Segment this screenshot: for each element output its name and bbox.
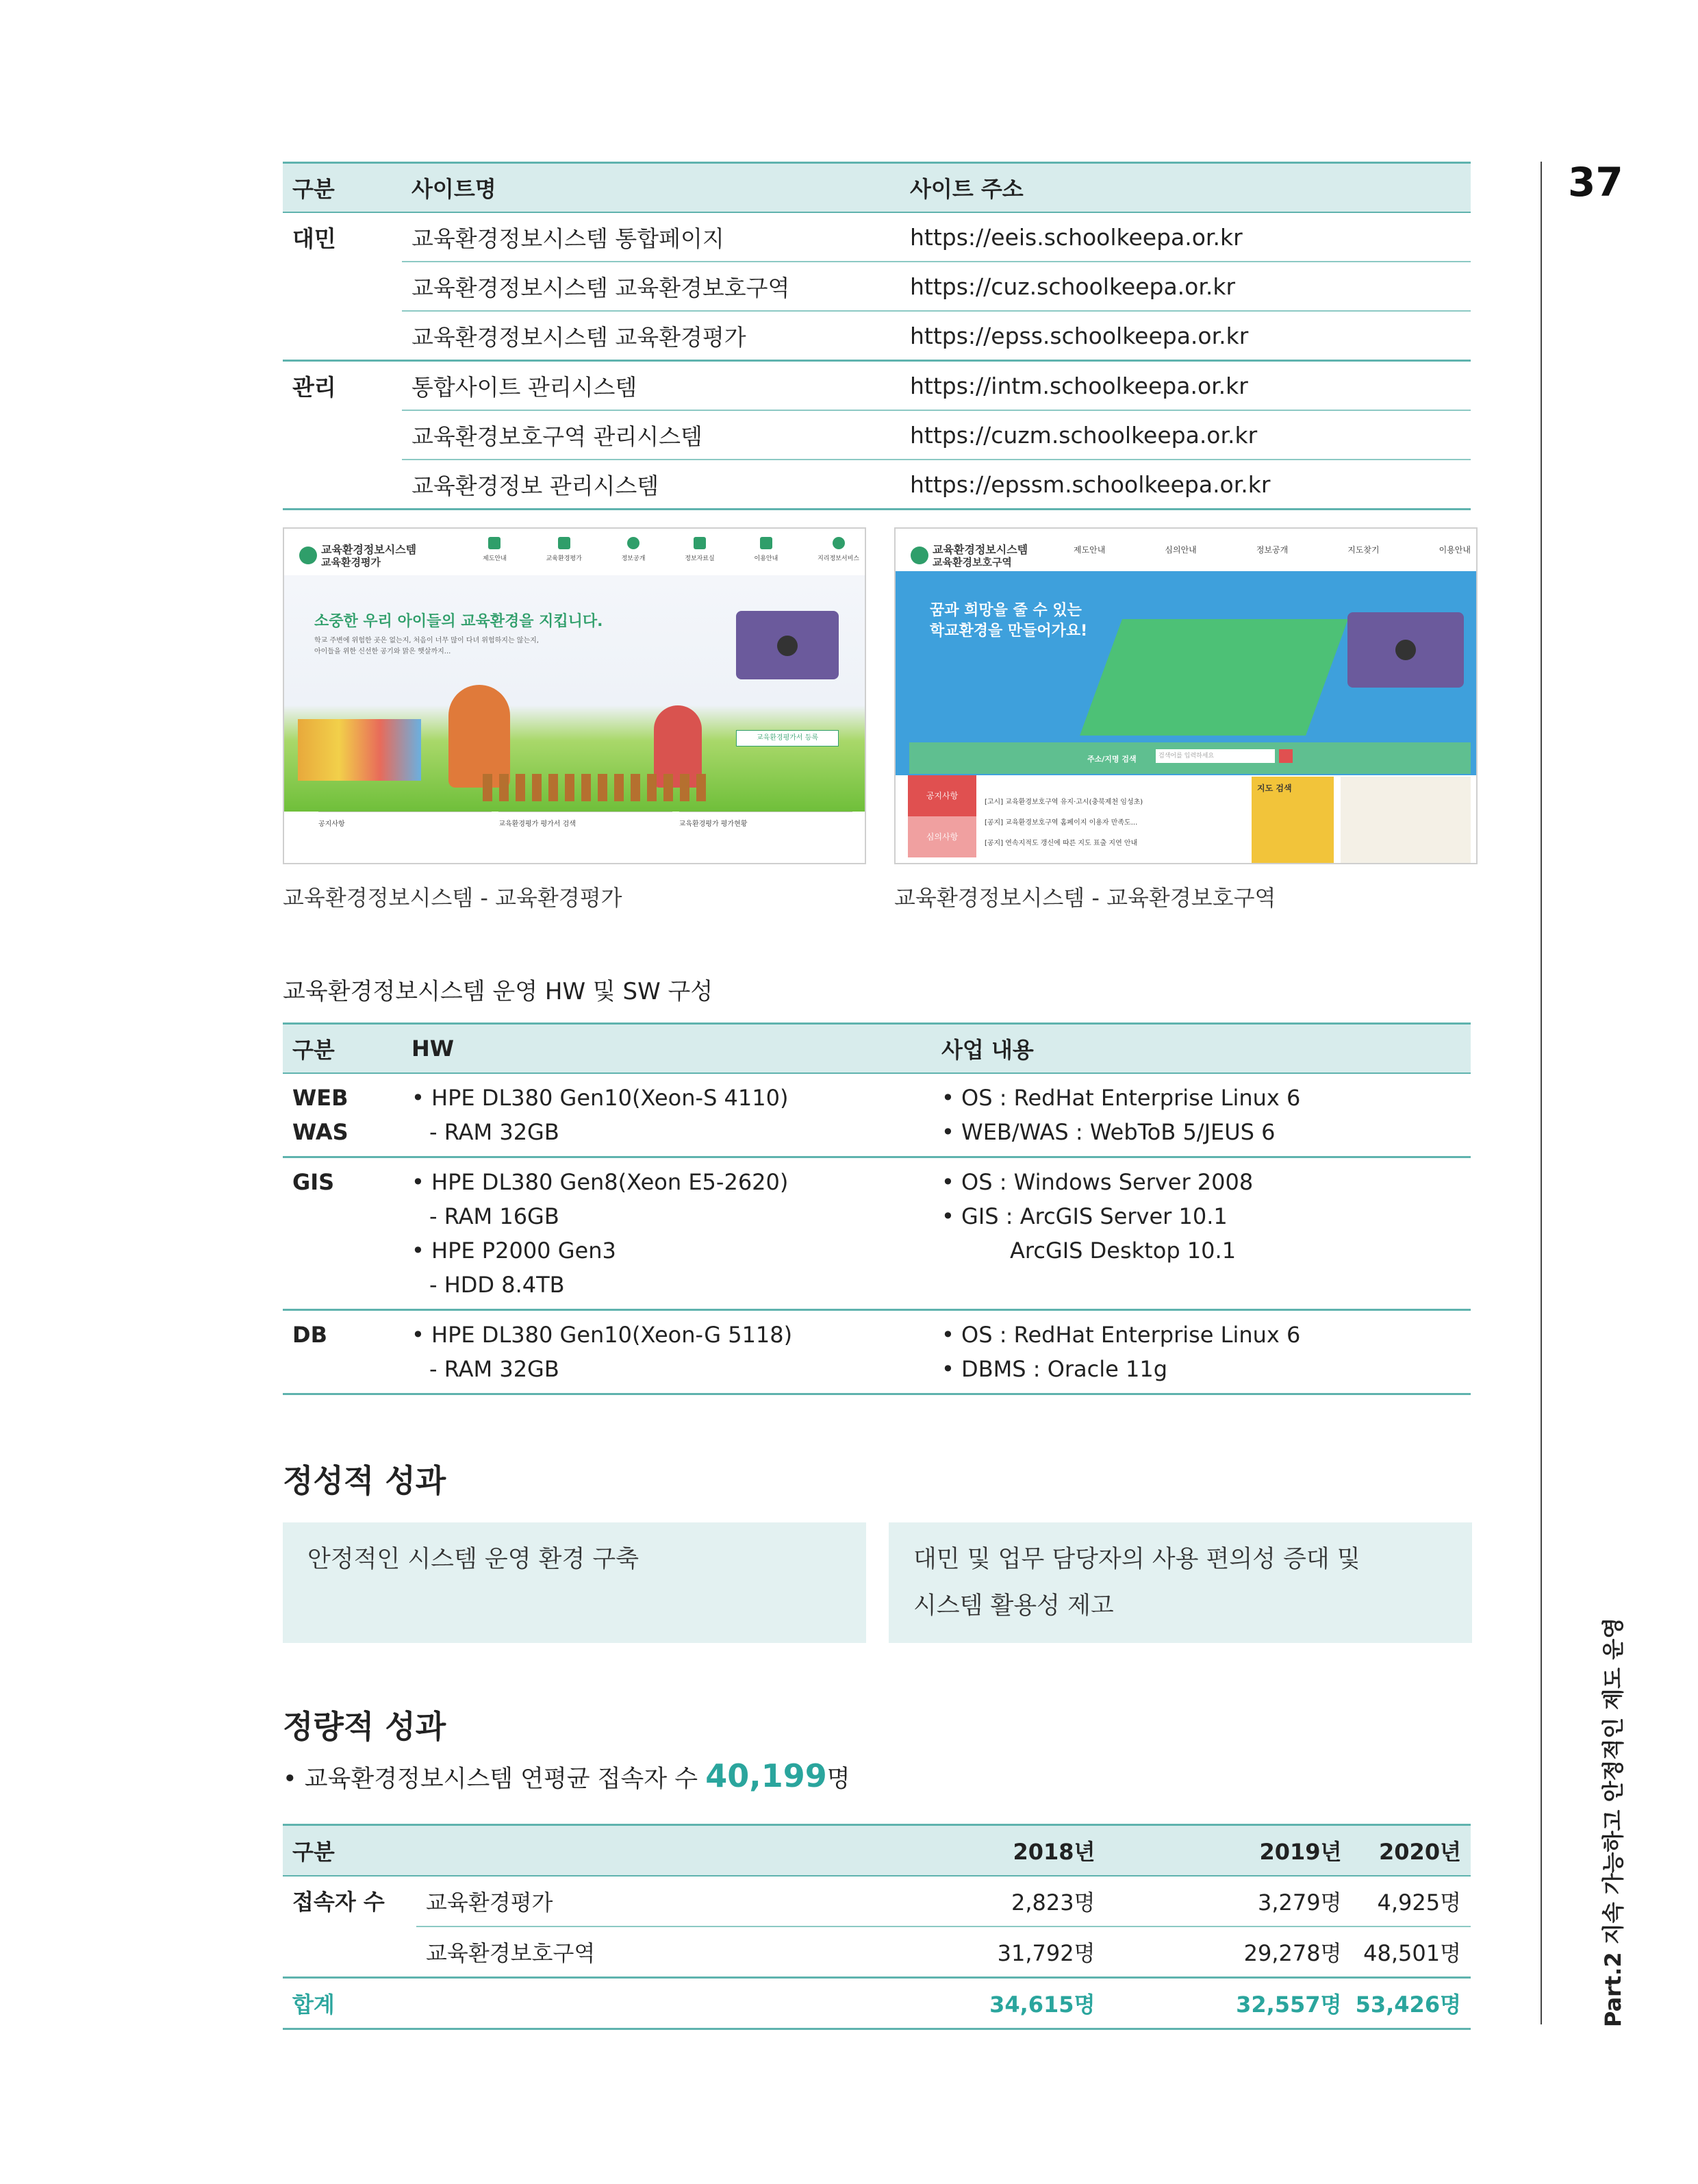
hw-cell: • HPE DL380 Gen8(Xeon E5-2620) - RAM 16GB • HPE P2000 Gen3 - HDD 8.4TB <box>402 1157 932 1310</box>
qualitative-title: 정성적 성과 <box>283 1462 446 1499</box>
hero-text-2: 아이들을 위한 신선한 공기와 맑은 햇살까지... <box>314 648 451 655</box>
list-item[interactable]: [고시] 교육환경보호구역 유지·고시(충북제천 임성초) <box>985 799 1143 806</box>
total-cell: 34,615명 <box>896 1978 1104 2029</box>
sw-cell: • OS : Windows Server 2008 • GIS : ArcGIS Server 10.1 ArcGIS Desktop 10.1 <box>932 1157 1471 1310</box>
nav-item[interactable]: 제도안내 <box>1074 545 1106 555</box>
site-url[interactable]: https://intm.schoolkeepa.or.kr <box>900 361 1471 411</box>
row-label: DB <box>283 1310 402 1394</box>
hero-title: 꿈과 희망을 줄 수 있는 <box>930 602 1082 619</box>
total-cell: 53,426명 <box>1351 1978 1471 2029</box>
hero-title-2: 학교환경을 만들어가요! <box>930 623 1088 640</box>
group-label: 관리 <box>283 361 402 510</box>
nav-item[interactable]: 이용안내 <box>755 537 778 571</box>
table-row <box>283 212 1471 262</box>
header-category: 구분 <box>283 1825 896 1877</box>
header-hw: HW <box>402 1024 932 1074</box>
row-label: WEB WAS <box>283 1073 402 1157</box>
hero-title: 소중한 우리 아이들의 교육환경을 지킵니다. <box>314 613 603 630</box>
logo-text: 교육환경정보시스템 <box>321 543 417 556</box>
header-business: 사업 내용 <box>932 1024 1471 1074</box>
hero-text: 학교 주변에 위험한 곳은 없는지, 처음이 너무 많이 다녀 위험하지는 않는지, <box>314 637 539 644</box>
sw-cell: • OS : RedHat Enterprise Linux 6 • DBMS : Oracle 11g <box>932 1310 1471 1394</box>
tab-notice[interactable]: 공지사항 <box>908 775 976 816</box>
site-name: 교육환경정보 관리시스템 <box>402 460 900 510</box>
logo-text: 교육환경정보시스템 <box>933 543 1028 556</box>
row-label: GIS <box>283 1157 402 1310</box>
group-label: 대민 <box>283 212 402 361</box>
header-category: 구분 <box>283 1024 402 1074</box>
notice-list <box>985 792 1272 854</box>
stats-table-header <box>283 1825 1471 1877</box>
map-search-title: 지도 검색 <box>1257 783 1292 793</box>
logo-icon <box>299 547 317 564</box>
table-row <box>283 1310 1471 1394</box>
header-category: 구분 <box>283 163 402 213</box>
table-row <box>283 1073 1471 1157</box>
visitor-count: 40,199 <box>705 1757 827 1794</box>
table-row <box>283 311 1471 361</box>
row-name: 교육환경평가 <box>416 1876 896 1926</box>
logo-icon <box>911 547 928 564</box>
site-name: 교육환경정보시스템 교육환경보호구역 <box>402 262 900 311</box>
caption-left: 교육환경정보시스템 - 교육환경평가 <box>283 885 622 911</box>
register-button[interactable]: 교육환경평가서 등록 <box>736 730 839 746</box>
site-url[interactable]: https://cuzm.schoolkeepa.or.kr <box>900 410 1471 460</box>
table-row <box>283 262 1471 311</box>
nav-item[interactable]: 지도찾기 <box>1347 545 1380 555</box>
header-2020: 2020년 <box>1351 1825 1471 1877</box>
group-label: 접속자 수 <box>283 1876 416 1978</box>
panel-status[interactable]: 교육환경평가 평가현황 <box>679 812 852 864</box>
value-cell: 4,925명 <box>1351 1876 1471 1926</box>
value-cell: 2,823명 <box>896 1876 1104 1926</box>
map-search-panel <box>1252 777 1334 864</box>
houses-illustration <box>298 719 421 781</box>
qualitative-box-2: 대민 및 업무 담당자의 사용 편의성 증대 및 시스템 활용성 제고 <box>889 1522 1472 1643</box>
nav-item[interactable]: 정보공개 <box>622 537 646 571</box>
nav-item[interactable]: 정보자료실 <box>685 537 714 571</box>
video-player[interactable] <box>736 611 839 679</box>
table-row <box>283 361 1471 411</box>
fence-illustration <box>483 774 709 801</box>
sw-cell: • OS : RedHat Enterprise Linux 6 • WEB/WAS : WebToB 5/JEUS 6 <box>932 1073 1471 1157</box>
nav-item[interactable]: 지리정보서비스 <box>818 537 859 571</box>
nav-item[interactable]: 정보공개 <box>1256 545 1289 555</box>
header-2019: 2019년 <box>1104 1825 1351 1877</box>
nav-bar <box>1074 544 1471 555</box>
total-label: 합계 <box>283 1978 896 2029</box>
city-illustration <box>1080 619 1348 736</box>
site-url[interactable]: https://epss.schoolkeepa.or.kr <box>900 311 1471 361</box>
value-cell: 48,501명 <box>1351 1926 1471 1978</box>
list-item[interactable]: [공지] 연속지적도 갱신에 따른 지도 표출 지연 안내 <box>985 840 1138 847</box>
hw-table <box>283 1022 1471 1395</box>
caption-right: 교육환경정보시스템 - 교육환경보호구역 <box>894 885 1276 911</box>
quantitative-title: 정량적 성과 <box>283 1708 446 1745</box>
hero-banner <box>896 571 1478 775</box>
site-name: 교육환경정보시스템 교육환경평가 <box>402 311 900 361</box>
panel-search[interactable]: 교육환경평가 평가서 검색 <box>498 812 672 864</box>
search-input[interactable]: 검색어를 입력하세요 <box>1156 749 1275 763</box>
nav-item[interactable]: 제도안내 <box>483 537 507 571</box>
site-table-header <box>283 163 1471 213</box>
table-row <box>283 410 1471 460</box>
search-button[interactable] <box>1279 749 1293 763</box>
hw-table-title: 교육환경정보시스템 운영 HW 및 SW 구성 <box>283 978 713 1005</box>
quantitative-bullet: • 교육환경정보시스템 연평균 접속자 수 40,199명 <box>283 1757 850 1794</box>
side-divider <box>1541 162 1542 2024</box>
search-bar <box>909 742 1471 774</box>
value-cell: 3,279명 <box>1104 1876 1351 1926</box>
screenshot-evaluation <box>283 527 866 864</box>
table-row <box>283 1876 1471 1926</box>
girl-illustration <box>448 685 510 788</box>
nav-bar <box>483 537 859 571</box>
header-2018: 2018년 <box>896 1825 1104 1877</box>
screenshot-protection-zone <box>894 527 1478 864</box>
table-row <box>283 1157 1471 1310</box>
side-label: Part.2 지속 가능하고 안정적인 제도 운영 <box>1600 1617 1626 2027</box>
page-number: 37 <box>1568 159 1623 205</box>
korea-map[interactable] <box>1341 777 1471 864</box>
site-url[interactable]: https://epssm.schoolkeepa.or.kr <box>900 460 1471 510</box>
site-name: 교육환경보호구역 관리시스템 <box>402 410 900 460</box>
list-item[interactable]: [공지] 교육환경보호구역 홈페이지 이용자 만족도... <box>985 819 1138 827</box>
nav-item[interactable]: 교육환경평가 <box>546 537 582 571</box>
hw-cell: • HPE DL380 Gen10(Xeon-G 5118) - RAM 32GB <box>402 1310 932 1394</box>
site-url[interactable]: https://cuz.schoolkeepa.or.kr <box>900 262 1471 311</box>
row-name: 교육환경보호구역 <box>416 1926 896 1978</box>
total-row <box>283 1978 1471 2029</box>
stats-table <box>283 1824 1471 2030</box>
value-cell: 31,792명 <box>896 1926 1104 1978</box>
total-cell: 32,557명 <box>1104 1978 1351 2029</box>
video-player[interactable] <box>1347 612 1464 688</box>
search-label: 주소/지명 검색 <box>1087 755 1137 764</box>
logo-subtext: 교육환경보호구역 <box>933 556 1012 568</box>
hw-cell: • HPE DL380 Gen10(Xeon-S 4110) - RAM 32GB <box>402 1073 932 1157</box>
nav-item[interactable]: 이용안내 <box>1439 545 1471 555</box>
site-name: 교육환경정보시스템 통합페이지 <box>402 212 900 262</box>
table-row <box>283 460 1471 510</box>
site-table <box>283 162 1471 510</box>
site-name: 통합사이트 관리시스템 <box>402 361 900 411</box>
logo-subtext: 교육환경평가 <box>321 556 381 568</box>
panel-notice[interactable]: 공지사항 <box>318 812 492 864</box>
tab-review[interactable]: 심의사항 <box>908 816 976 857</box>
hw-table-header <box>283 1024 1471 1074</box>
site-url[interactable]: https://eeis.schoolkeepa.or.kr <box>900 212 1471 262</box>
bottom-panels <box>318 812 852 864</box>
nav-item[interactable]: 심의안내 <box>1165 545 1197 555</box>
header-site-url: 사이트 주소 <box>900 163 1471 213</box>
hero-banner <box>284 575 866 812</box>
table-row <box>283 1926 1471 1978</box>
header-site-name: 사이트명 <box>402 163 900 213</box>
qualitative-box-1: 안정적인 시스템 운영 환경 구축 <box>283 1522 866 1643</box>
value-cell: 29,278명 <box>1104 1926 1351 1978</box>
